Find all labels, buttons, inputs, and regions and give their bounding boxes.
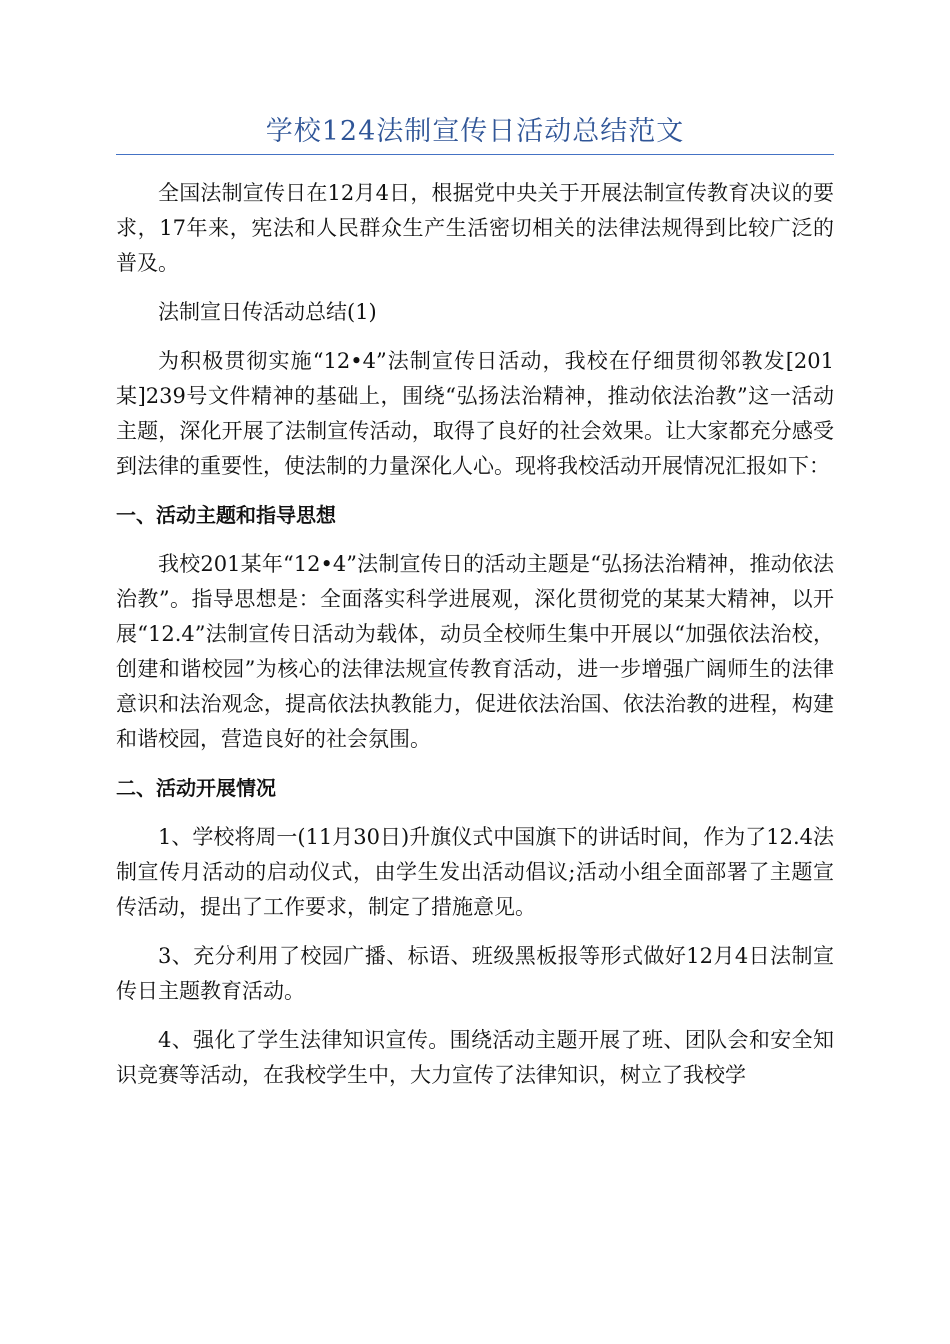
document-body bbox=[116, 176, 834, 1107]
activity-item-3: 3、充分利用了校园广播、标语、班级黑板报等形式做好12月4日法制宣传日主题教育活动。 bbox=[116, 944, 834, 1003]
overview-paragraph: 为积极贯彻实施“12•4”法制宣传日活动，我校在仔细贯彻邻教发[201某]239号文件精神的基础上，围绕“弘扬法治精神，推动依法治教”这一活动主题，深化开展了法制宣传活动，取得了良好的社会效果。让大家都充分感受到法律的重要性，使法制的力量深化人心。现将我校活动开展情况汇报如下： bbox=[116, 349, 834, 478]
title-underline bbox=[116, 154, 834, 155]
theme-paragraph: 我校201某年“12•4”法制宣传日的活动主题是“弘扬法治精神，推动依法治教”。指导思想是：全面落实科学进展观，深化贯彻党的某某大精神，以开展“12.4”法制宣传日活动为载体，动员全校师生集中开展以“加强依法治校，创建和谐校园”为核心的法律法规宣传教育活动，进一步增强广阔师生的法律意识和法治观念，提高依法执教能力，促进依法治国、依法治教的进程，构建和谐校园，营造良好的社会氛围。 bbox=[116, 552, 834, 751]
heading-activities: 二、活动开展情况 bbox=[116, 776, 276, 800]
section-subtitle: 法制宣日传活动总结(1) bbox=[158, 300, 377, 324]
activity-item-4: 4、强化了学生法律知识宣传。围绕活动主题开展了班、团队会和安全知识竞赛等活动，在我校学生中，大力宣传了法律知识，树立了我校学 bbox=[116, 1028, 834, 1087]
intro-paragraph: 全国法制宣传日在12月4日，根据党中央关于开展法制宣传教育决议的要求，17年来，宪法和人民群众生产生活密切相关的法律法规得到比较广泛的普及。 bbox=[116, 181, 834, 275]
activity-item-1: 1、学校将周一(11月30日)升旗仪式中国旗下的讲话时间，作为了12.4法制宣传月活动的启动仪式，由学生发出活动倡议;活动小组全面部署了主题宣传活动，提出了工作要求，制定了措施意见。 bbox=[116, 825, 834, 919]
document-title: 学校124法制宣传日活动总结范文 bbox=[265, 116, 685, 147]
heading-theme: 一、活动主题和指导思想 bbox=[116, 503, 336, 527]
